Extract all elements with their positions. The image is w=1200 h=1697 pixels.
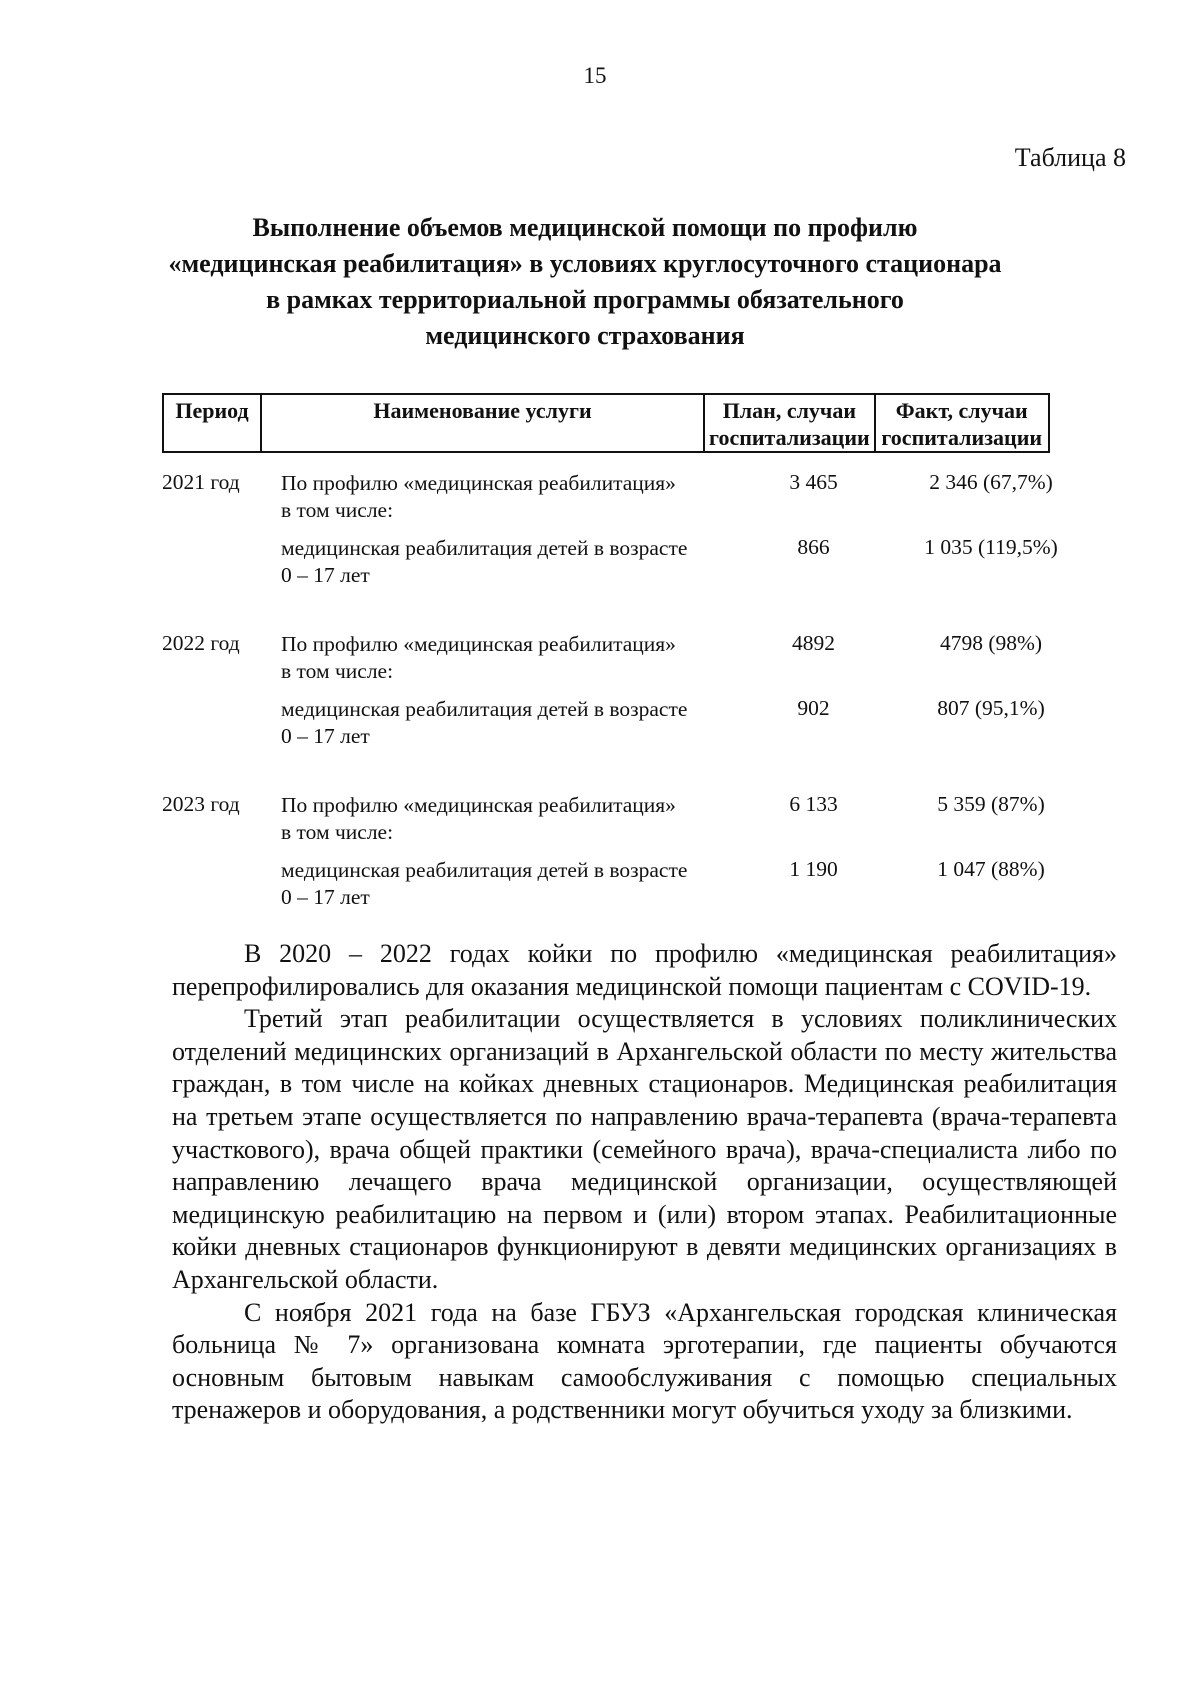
paragraph: В 2020 – 2022 годах койки по профилю «медицинская реабилитация» перепрофилировались для оказания медицинской помощи пациентам с COVID-19. — [172, 939, 1117, 1001]
paragraph: Третий этап реабилитации осуществляется в условиях поликлинических отделений медицинских организаций в Архангельской области по месту жительства граждан, в том числе на койках дневных стационаров. Медицинская реабилитация на третьем этапе осуществляется по направлению врача-терапевта (врача-терапевта участкового), врача общей практики (семейного врача), врача-специалиста либо по направлению лечащего врача медицинской организации, осуществляющей медицинскую реабилитацию на первом и (или) втором этапах. Реабилитационные койки дневных стационаров функционируют в девяти медицинских организациях в Архангельской области. — [172, 1004, 1117, 1294]
paragraph: С ноября 2021 года на базе ГБУЗ «Архангельская городская клиническая больница № 7» организована комната эрготерапии, где пациенты обучаются основным бытовым навыкам самообслуживания с помощью специальных тренажеров и оборудования, а родственники могут обучиться уходу за близкими. — [172, 1297, 1117, 1425]
table-row — [162, 470, 1122, 524]
page-number: 15 — [583, 63, 607, 88]
service-line: 0 – 17 лет — [281, 563, 370, 587]
service-line: 0 – 17 лет — [281, 885, 370, 909]
plan-cell: 4892 — [792, 631, 835, 655]
fact-cell: 807 (95,1%) — [937, 696, 1045, 720]
service-cell — [279, 696, 731, 750]
table-row — [162, 696, 1122, 750]
period-cell — [162, 857, 279, 911]
period-cell — [162, 696, 279, 750]
service-line: медицинская реабилитация детей в возрасте — [281, 697, 688, 721]
service-cell — [279, 535, 731, 589]
header-fact — [875, 394, 1049, 452]
period-cell — [162, 535, 279, 589]
fact-cell: 1 047 (88%) — [937, 857, 1045, 881]
plan-cell: 902 — [797, 696, 830, 720]
header-plan — [704, 394, 875, 452]
year-group — [162, 470, 1122, 589]
service-line: медицинская реабилитация детей в возрасте — [281, 536, 688, 560]
title-line: «медицинская реабилитация» в условиях круглосуточного стационара — [168, 249, 1002, 278]
fact-cell: 2 346 (67,7%) — [929, 470, 1053, 494]
period-cell: 2023 год — [162, 792, 240, 816]
plan-cell: 1 190 — [789, 857, 838, 881]
service-line: 0 – 17 лет — [281, 724, 370, 748]
year-group — [162, 792, 1122, 911]
table-label: Таблица 8 — [1014, 143, 1126, 172]
service-line: По профилю «медицинская реабилитация» — [281, 632, 676, 656]
header-period: Период — [163, 394, 261, 452]
service-cell — [279, 857, 731, 911]
fact-cell: 5 359 (87%) — [937, 792, 1045, 816]
fact-cell: 4798 (98%) — [939, 631, 1043, 655]
table-row — [162, 792, 1122, 846]
service-line: По профилю «медицинская реабилитация» — [281, 471, 676, 495]
plan-cell: 6 133 — [789, 792, 838, 816]
title-line: медицинского страхования — [425, 321, 745, 350]
header-plan-line1: План, случаи — [722, 398, 857, 423]
service-cell — [279, 470, 731, 524]
body-text — [172, 938, 1117, 1427]
header-service: Наименование услуги — [261, 394, 704, 452]
header-fact-line2: госпитализации — [881, 425, 1043, 450]
table-row — [162, 535, 1122, 589]
plan-cell: 3 465 — [789, 470, 838, 494]
table-body — [162, 470, 1122, 953]
header-plan-line2: госпитализации — [709, 425, 870, 450]
period-cell: 2021 год — [162, 470, 240, 494]
service-line: По профилю «медицинская реабилитация» — [281, 793, 676, 817]
header-fact-line1: Факт, случаи — [895, 398, 1028, 423]
service-line: в том числе: — [281, 659, 394, 683]
table-row — [162, 857, 1122, 911]
period-cell: 2022 год — [162, 631, 240, 655]
service-cell — [279, 792, 731, 846]
table-title — [150, 210, 1020, 354]
plan-cell: 866 — [797, 535, 830, 559]
service-line: в том числе: — [281, 498, 394, 522]
year-group — [162, 631, 1122, 750]
title-line: в рамках территориальной программы обязательного — [266, 285, 904, 314]
fact-cell: 1 035 (119,5%) — [924, 535, 1058, 559]
title-line: Выполнение объемов медицинской помощи по профилю — [252, 213, 918, 242]
service-line: медицинская реабилитация детей в возрасте — [281, 858, 688, 882]
service-cell — [279, 631, 731, 685]
service-line: в том числе: — [281, 820, 394, 844]
table-row — [162, 631, 1122, 685]
table-header — [162, 393, 1050, 453]
